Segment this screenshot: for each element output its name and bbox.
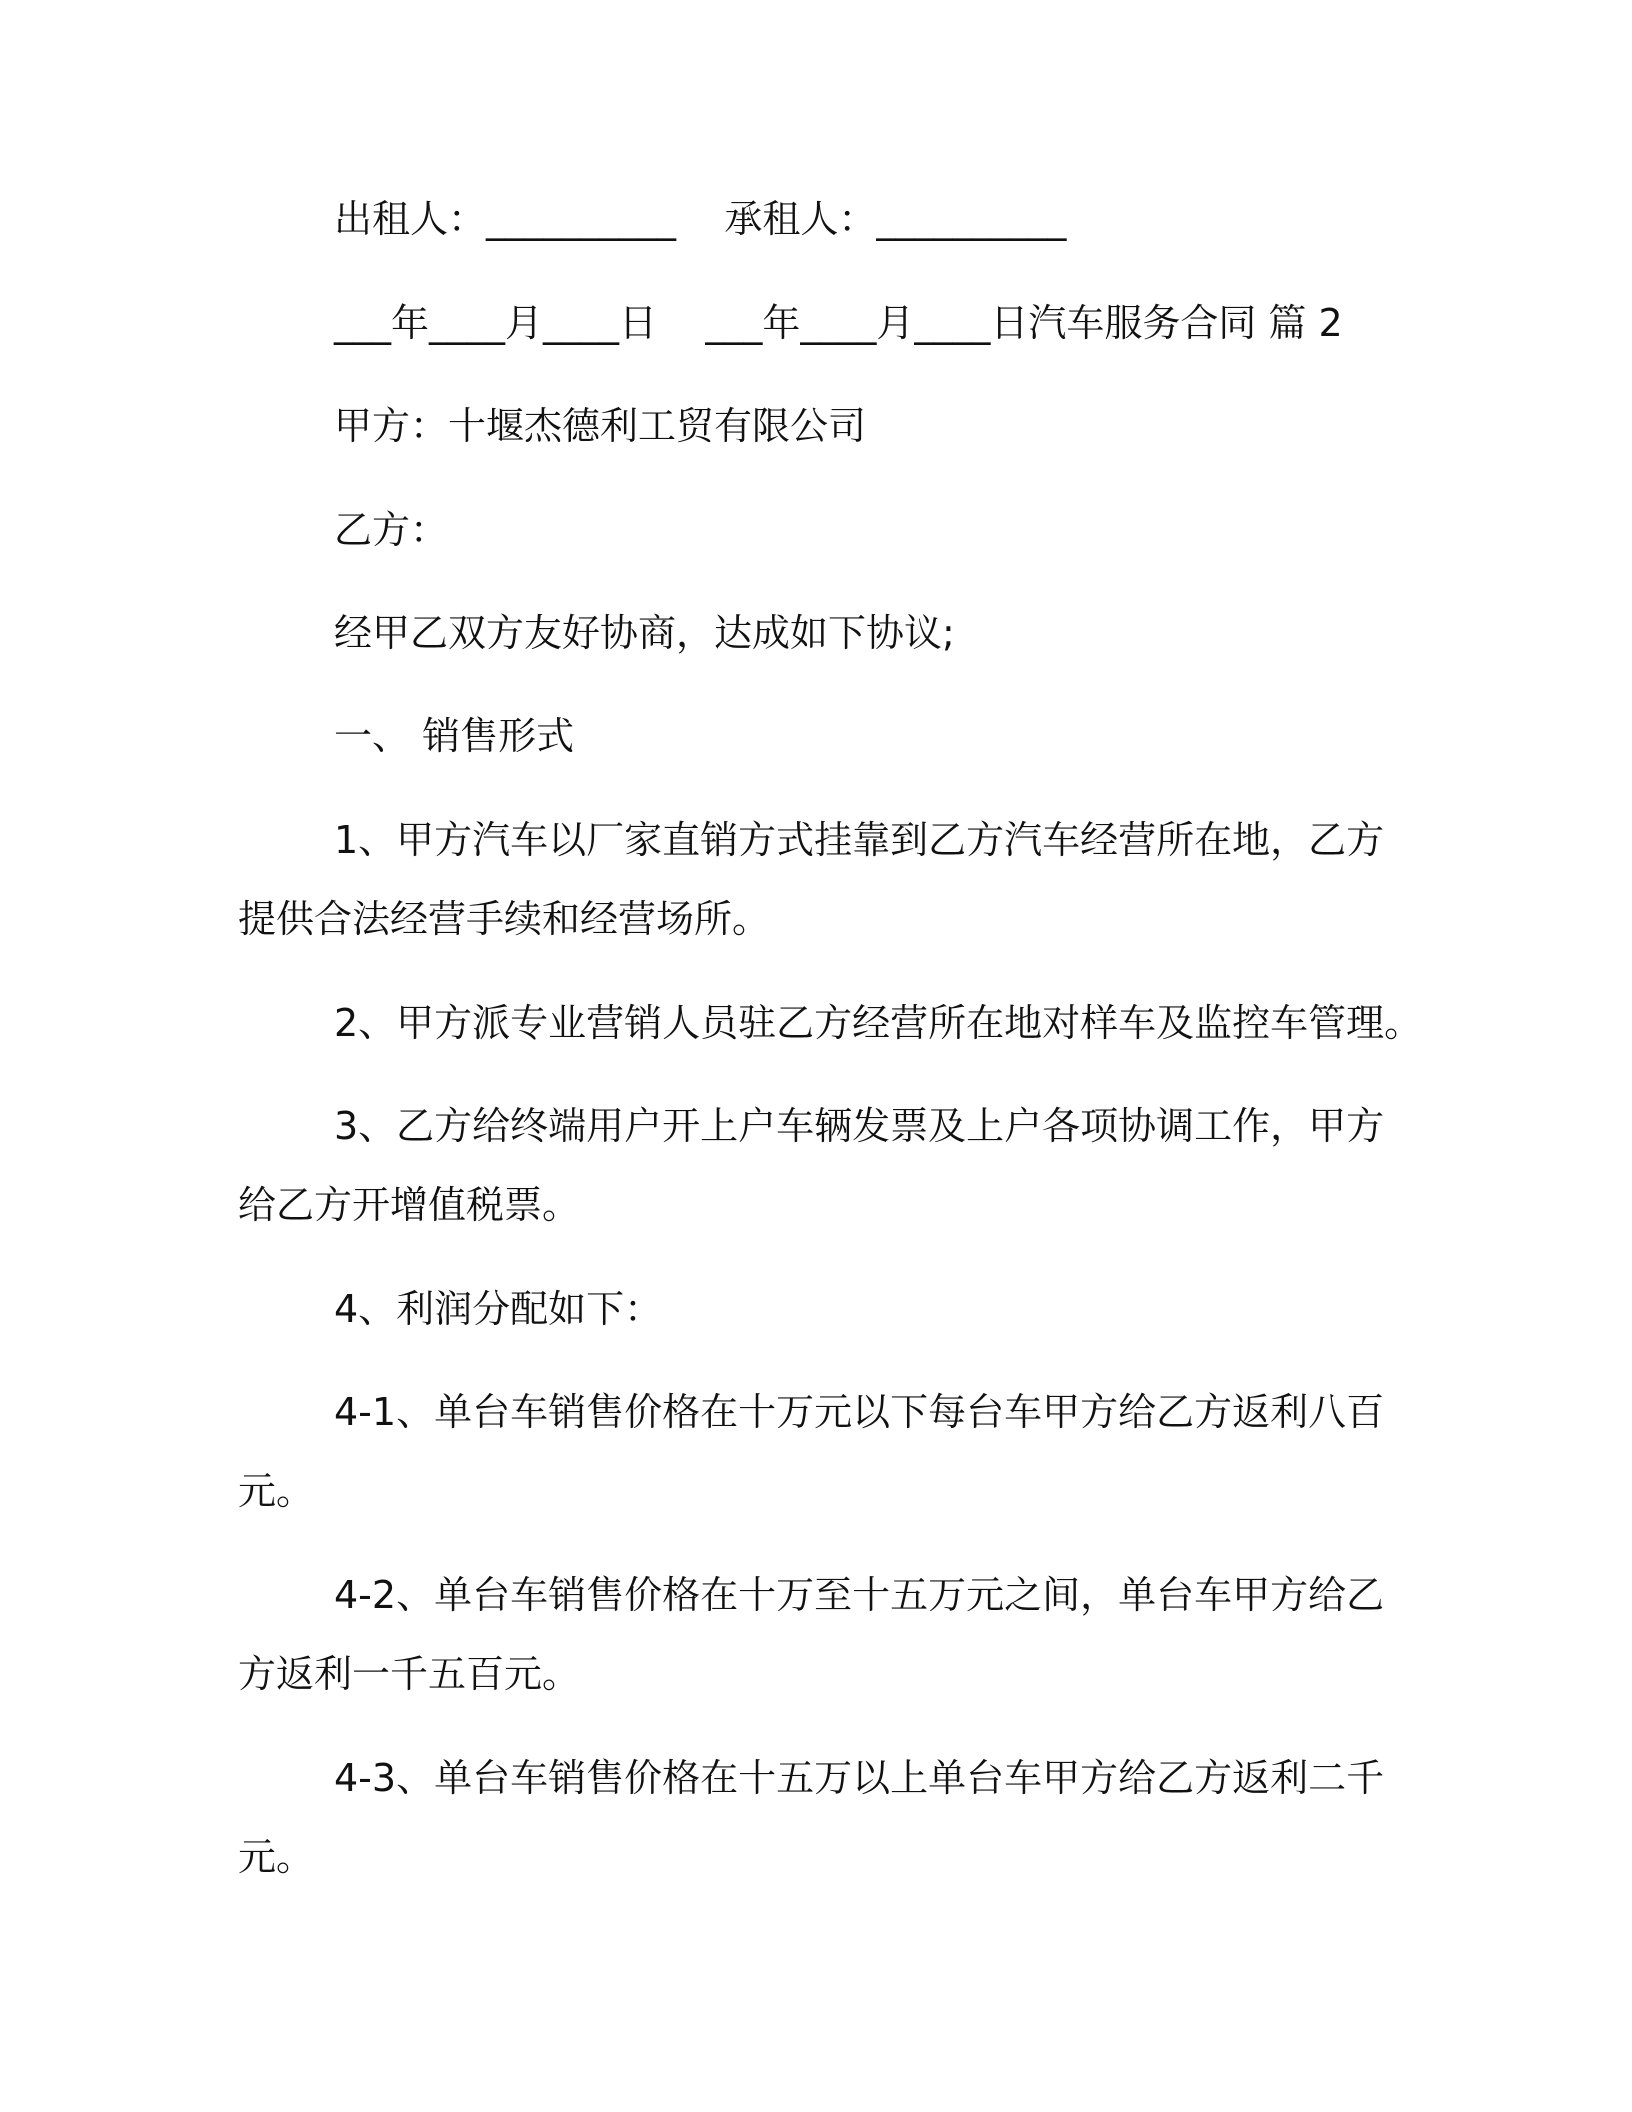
date-and-title-line: ___年____月____日 ___年____月____日汽车服务合同 篇 2 xyxy=(334,301,1343,345)
clause-3-line-1: 3、乙方给终端用户开上户车辆发票及上户各项协调工作，甲方 xyxy=(334,1104,1385,1148)
clause-1-line-2: 提供合法经营手续和经营场所。 xyxy=(238,897,771,941)
section-heading-sales-form: 一、 销售形式 xyxy=(334,714,575,758)
clause-4-2-line-1: 4-2、单台车销售价格在十万至十五万元之间，单台车甲方给乙 xyxy=(334,1573,1385,1617)
party-b-line: 乙方： xyxy=(334,508,449,552)
clause-3-line-2: 给乙方开增值税票。 xyxy=(238,1183,581,1227)
clause-4-1-line-1: 4-1、单台车销售价格在十万元以下每台车甲方给乙方返利八百 xyxy=(334,1390,1385,1434)
clause-2: 2、甲方派专业营销人员驻乙方经营所在地对样车及监控车管理。 xyxy=(334,1001,1423,1045)
clause-4-1-line-2: 元。 xyxy=(238,1469,315,1513)
clause-1-line-1: 1、甲方汽车以厂家直销方式挂靠到乙方汽车经营所在地，乙方 xyxy=(334,818,1385,862)
clause-4-3-line-2: 元。 xyxy=(238,1835,315,1879)
clause-4-3-line-1: 4-3、单台车销售价格在十五万以上单台车甲方给乙方返利二千 xyxy=(334,1756,1385,1800)
agreement-intro: 经甲乙双方友好协商，达成如下协议; xyxy=(334,611,955,655)
signature-line: 出租人：__________ 承租人：__________ xyxy=(334,197,1067,241)
clause-4-2-line-2: 方返利一千五百元。 xyxy=(238,1652,581,1696)
party-a-line: 甲方：十堰杰德利工贸有限公司 xyxy=(334,404,867,448)
clause-4: 4、利润分配如下： xyxy=(334,1287,663,1331)
